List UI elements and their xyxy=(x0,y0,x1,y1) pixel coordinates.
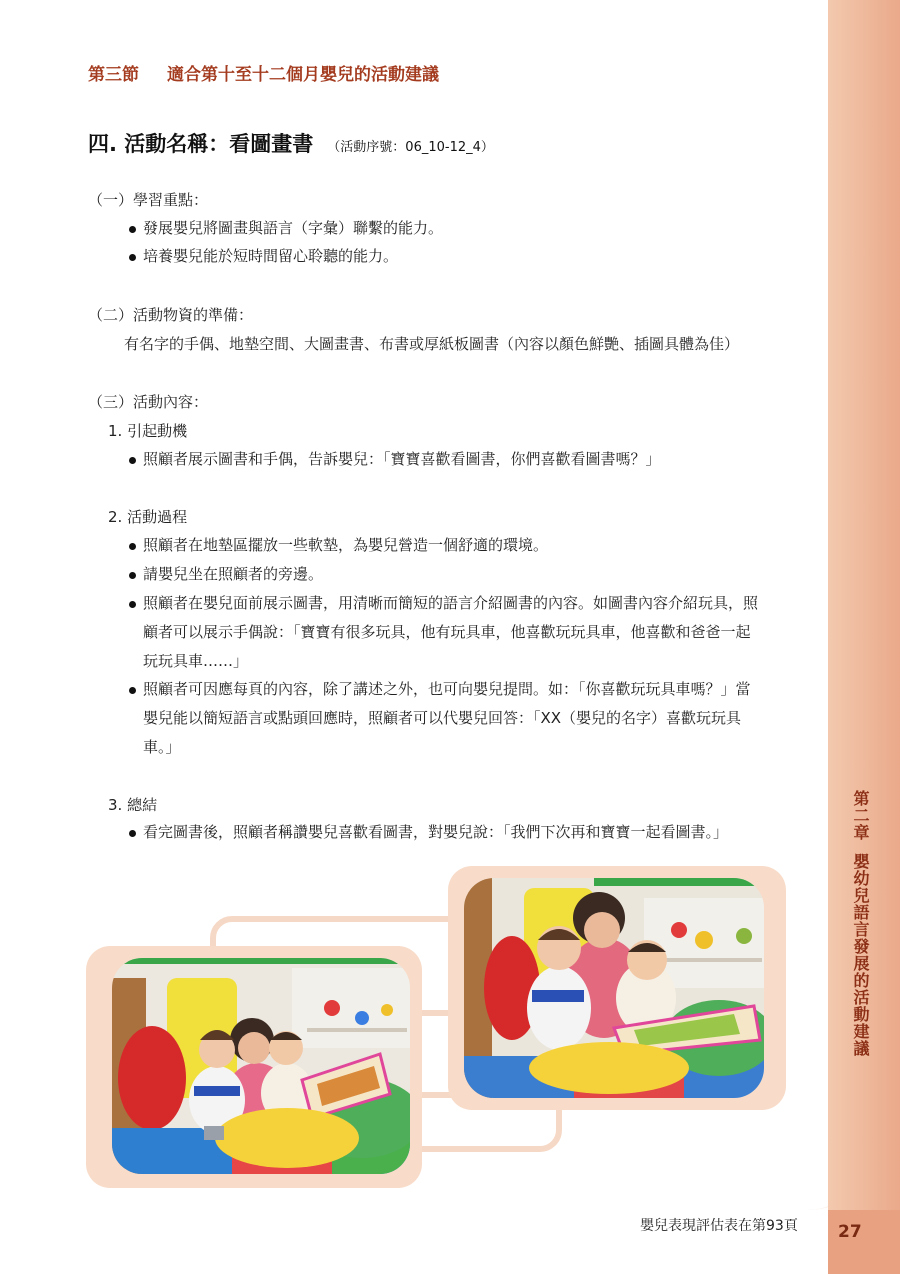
bullet-text: 照顧者展示圖書和手偶，告訴嬰兒：「寶寶喜歡看圖書，你們喜歡看圖書嗎？」 xyxy=(143,450,661,468)
activity-serial: （活動序號：06_10-12_4） xyxy=(327,140,494,155)
part1-bullet-1 xyxy=(143,218,443,247)
part2-heading: （二）活動物資的準備： xyxy=(88,306,254,324)
step2-title: 2. 活動過程 xyxy=(108,508,188,526)
part3-heading: （三）活動內容： xyxy=(88,393,209,411)
step2-bullet-1 xyxy=(143,535,548,564)
part2-materials: 有名字的手偶、地墊空間、大圖畫書、布書或厚紙板圖書（內容以顏色鮮艷、插圖具體為佳） xyxy=(124,335,740,353)
page-number-box xyxy=(828,1210,900,1274)
part1-heading: （一）學習重點： xyxy=(88,191,209,209)
chapter-side-band xyxy=(828,0,900,1274)
step3-bullet-1 xyxy=(143,822,728,851)
step2-bullet-3 xyxy=(143,593,758,680)
page-number: 27 xyxy=(838,1222,862,1242)
activity-title: 四. 活動名稱：看圖畫書 xyxy=(88,132,314,156)
bullet-line: 照顧者在嬰兒面前展示圖書，用清晰而簡短的語言介紹圖書的內容。如圖書內容介紹玩具，照 xyxy=(143,594,759,612)
chapter-label: 第二章 xyxy=(851,790,870,841)
section-header xyxy=(88,60,439,85)
bullet-text: 請嬰兒坐在照顧者的旁邊。 xyxy=(143,565,324,583)
bullet-line: 嬰兒能以簡短語言或點頭回應時，照顧者可以代嬰兒回答：「XX（嬰兒的名字）喜歡玩玩具 xyxy=(143,709,742,727)
photo-right xyxy=(464,878,764,1098)
step1-bullet-1 xyxy=(143,449,661,478)
bullet-line: 玩玩具車……」 xyxy=(143,652,249,670)
step3-title: 3. 總結 xyxy=(108,796,158,814)
chapter-tab xyxy=(846,790,872,1057)
bullet-text: 照顧者在地墊區擺放一些軟墊，為嬰兒營造一個舒適的環境。 xyxy=(143,536,549,554)
bullet-text: 發展嬰兒將圖畫與語言（字彙）聯繫的能力。 xyxy=(143,219,444,237)
bullet-line: 顧者可以展示手偶說：「寶寶有很多玩具，他有玩具車，他喜歡玩玩具車，他喜歡和爸爸一起 xyxy=(143,623,751,641)
bullet-line: 車。」 xyxy=(143,738,181,756)
step1-title: 1. 引起動機 xyxy=(108,422,188,440)
step2-bullet-4 xyxy=(143,679,751,766)
section-title: 適合第十至十二個月嬰兒的活動建議 xyxy=(167,65,439,85)
section-label: 第三節 xyxy=(88,65,139,85)
part1-bullet-2 xyxy=(143,246,398,275)
activity-title-line xyxy=(88,128,494,158)
photo-left-image xyxy=(112,958,410,1174)
chapter-title: 嬰幼兒語言發展的活動建議 xyxy=(851,853,870,1057)
photo-right-image xyxy=(464,878,764,1098)
assessment-form-note: 嬰兒表現評估表在第93頁 xyxy=(640,1218,798,1234)
bullet-line: 照顧者可因應每頁的內容，除了講述之外，也可向嬰兒提問。如：「你喜歡玩玩具車嗎？」當 xyxy=(143,680,751,698)
step2-bullet-2 xyxy=(143,564,323,593)
bullet-text: 看完圖書後，照顧者稱讚嬰兒喜歡看圖書，對嬰兒說：「我們下次再和寶寶一起看圖書。」 xyxy=(143,823,729,841)
photo-left xyxy=(112,958,410,1174)
bullet-text: 培養嬰兒能於短時間留心聆聽的能力。 xyxy=(143,247,399,265)
